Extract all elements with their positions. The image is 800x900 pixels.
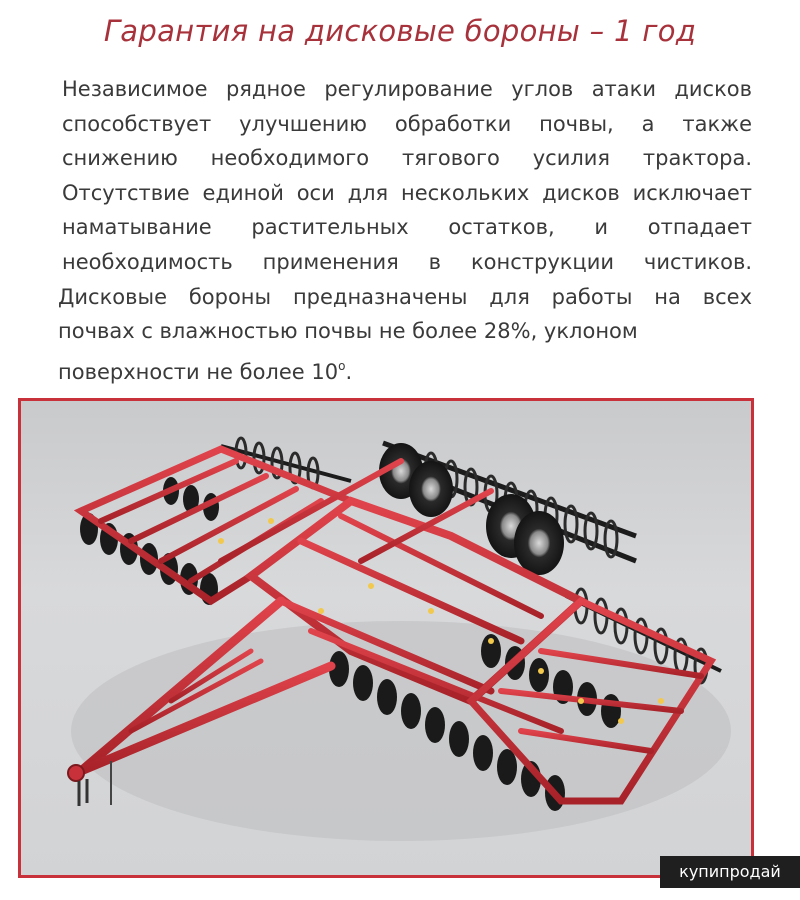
paragraph-2-line: Дисковые бороны предназначены для работы на всех xyxy=(58,284,752,309)
degree-mark: o xyxy=(338,358,346,373)
paragraph-1 xyxy=(22,72,752,280)
paragraph-1-line: снижению необходимого тягового усилия трактора. xyxy=(62,146,752,171)
paragraph-2-last-line xyxy=(22,349,752,390)
roller-left xyxy=(221,438,351,488)
paragraph-1-line: способствует улучшению обработки почвы, а также xyxy=(62,111,752,136)
disc-harrow-illustration xyxy=(21,401,751,875)
paragraph-1-line: Независимое рядное регулирование углов атаки дисков xyxy=(62,77,752,101)
description-text xyxy=(22,72,752,389)
harrow-photo xyxy=(18,398,754,878)
page-title: Гарантия на дисковые бороны – 1 год xyxy=(103,14,697,48)
paragraph-2 xyxy=(22,280,752,390)
paragraph-1-line: наматывание растительных остатков, и отпадает xyxy=(62,215,752,240)
paragraph-1-line: Отсутствие единой оси для нескольких дисков исключает xyxy=(62,180,752,205)
watermark-badge: купипродай xyxy=(660,856,800,888)
sentence-end: . xyxy=(345,359,353,384)
paragraph-2-line: почвах с влажностью почвы не более 28%, уклоном xyxy=(58,319,638,344)
paragraph-1-line: необходимость применения в конструкции чистиков. xyxy=(62,249,752,274)
paragraph-2-line: поверхности не более 10 xyxy=(58,359,339,384)
